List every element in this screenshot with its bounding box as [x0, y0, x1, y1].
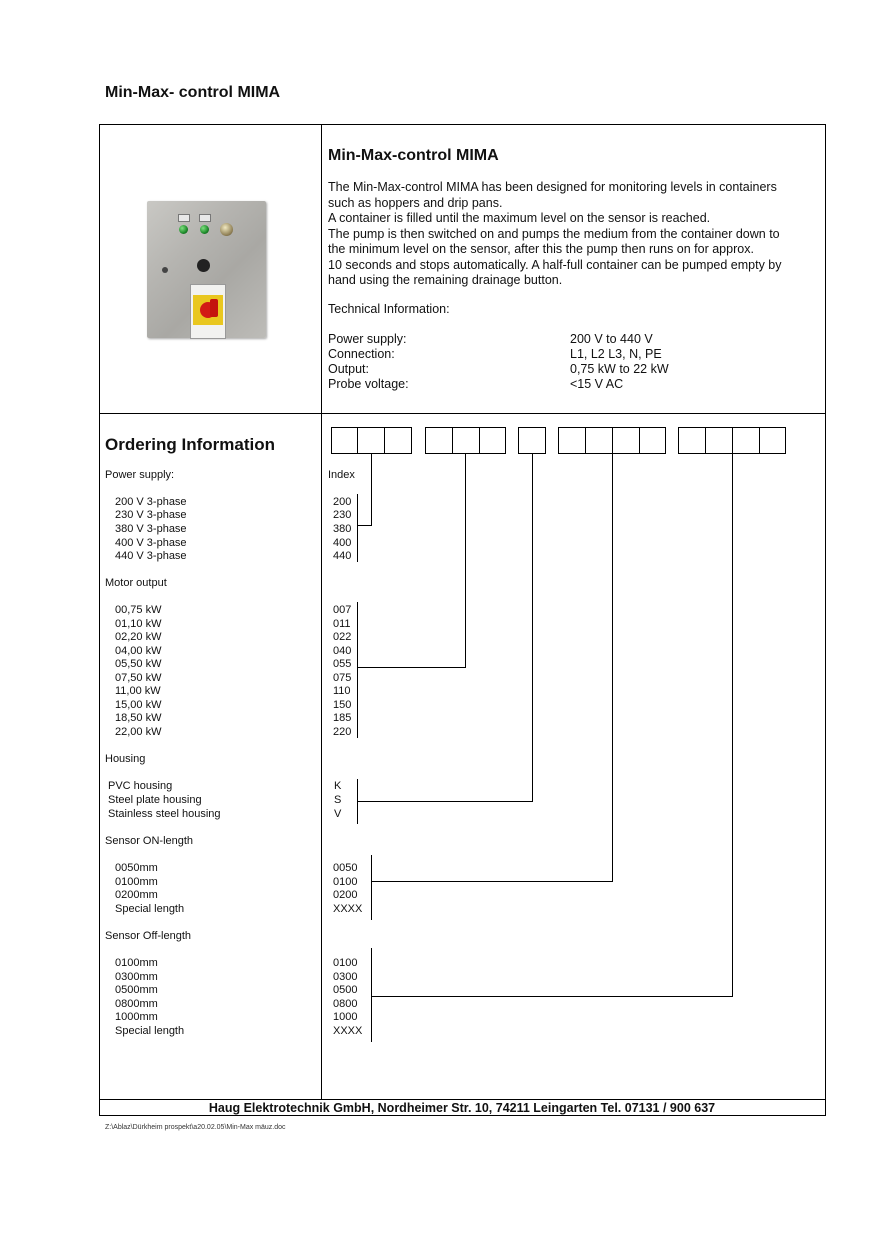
option-code: 110	[333, 685, 351, 697]
lamp-label	[199, 214, 211, 222]
option-label: 0100mm	[115, 876, 158, 888]
option-label: 380 V 3-phase	[115, 523, 187, 535]
sensor-off-heading: Sensor Off-length	[105, 930, 192, 942]
option-code: 0800	[333, 998, 358, 1010]
option-label: 0300mm	[115, 971, 158, 983]
option-label: Special length	[115, 1025, 185, 1037]
option-code: 150	[333, 699, 352, 711]
code-box	[612, 427, 640, 454]
power-heading: Power supply:	[105, 469, 175, 481]
sensor-on-heading: Sensor ON-length	[105, 835, 194, 847]
indicator-lamp-icon	[179, 225, 188, 234]
option-code: K	[334, 780, 342, 792]
option-code: 440	[333, 550, 352, 562]
housing-heading: Housing	[105, 753, 146, 765]
option-label: 0800mm	[115, 998, 158, 1010]
option-label: 1000mm	[115, 1011, 158, 1023]
option-label: 18,50 kW	[115, 712, 162, 724]
ordering-title: Ordering Information	[105, 435, 275, 454]
spec-label: Power supply:	[328, 332, 407, 346]
code-box	[732, 427, 760, 454]
code-box	[331, 427, 358, 454]
code-box	[678, 427, 706, 454]
option-code: 0300	[333, 971, 358, 983]
spec-label: Probe voltage:	[328, 377, 409, 391]
option-label: 0100mm	[115, 957, 158, 969]
index-label: Index	[328, 469, 355, 481]
connector-line	[371, 454, 372, 526]
option-label: 0200mm	[115, 889, 158, 901]
option-code: 185	[333, 712, 352, 724]
spec-label: Connection:	[328, 347, 395, 361]
bracket-line	[357, 494, 358, 562]
option-code: 0100	[333, 876, 358, 888]
connector-line	[532, 454, 533, 802]
footer-divider	[99, 1099, 825, 1100]
option-code: 380	[333, 523, 352, 535]
option-code: 230	[333, 509, 352, 521]
option-label: 02,20 kW	[115, 631, 162, 643]
option-code: 075	[333, 672, 352, 684]
spec-value: <15 V AC	[570, 377, 624, 391]
company-footer: Haug Elektrotechnik GmbH, Nordheimer Str. 10, 74211 Leingarten Tel. 07131 / 900 637	[208, 1101, 716, 1115]
option-label: 0050mm	[115, 862, 158, 874]
bracket-line	[371, 948, 372, 1042]
option-code: 011	[333, 618, 351, 630]
bracket-line	[357, 779, 358, 824]
code-box	[479, 427, 506, 454]
option-code: 0100	[333, 957, 358, 969]
option-code: 0050	[333, 862, 358, 874]
option-label: 230 V 3-phase	[115, 509, 187, 521]
option-label: 400 V 3-phase	[115, 537, 187, 549]
column-divider	[321, 124, 322, 1100]
option-label: 0500mm	[115, 984, 158, 996]
option-code: S	[334, 794, 342, 806]
code-box	[357, 427, 385, 454]
code-box	[452, 427, 480, 454]
screw-icon	[162, 267, 168, 273]
spec-label: Output:	[328, 362, 369, 376]
lamp-label	[178, 214, 190, 222]
code-box	[518, 427, 546, 454]
option-code: 055	[333, 658, 352, 670]
option-label: 07,50 kW	[115, 672, 162, 684]
code-box	[759, 427, 786, 454]
connector-line	[357, 801, 533, 802]
option-code: V	[334, 808, 342, 820]
option-label: 200 V 3-phase	[115, 496, 187, 508]
code-box	[425, 427, 453, 454]
code-box	[585, 427, 613, 454]
main-switch-icon	[190, 284, 226, 339]
bracket-line	[357, 602, 358, 738]
connector-line	[358, 525, 372, 526]
option-label: 05,50 kW	[115, 658, 162, 670]
option-code: 040	[333, 645, 352, 657]
bracket-line	[371, 855, 372, 920]
spec-value: L1, L2 L3, N, PE	[570, 347, 662, 361]
connector-line	[357, 667, 466, 668]
product-photo	[147, 201, 266, 338]
option-label: 04,00 kW	[115, 645, 162, 657]
option-label: Stainless steel housing	[108, 808, 221, 820]
option-label: 440 V 3-phase	[115, 550, 187, 562]
option-label: 11,00 kW	[115, 685, 161, 697]
product-description: The Min-Max-control MIMA has been designed for monitoring levels in containers such as hoppers and drip pans. A container is filled until the maximum level on the sensor is reached. The pump is then switched on and pumps the medium from the container down to the minimum level on the sensor, after this the pump then runs on for approx. 10 seconds and stops automatically. A half-full container can be pumped empty by hand using the remaining drainage button.	[328, 180, 782, 287]
indicator-lamp-icon	[200, 225, 209, 234]
spec-value: 200 V to 440 V	[570, 332, 653, 346]
connector-line	[371, 881, 613, 882]
option-label: 01,10 kW	[115, 618, 162, 630]
option-code: XXXX	[333, 903, 363, 915]
file-path: Z:\Ablaz\Dürkheim prospekt\a20.02.05\Min-Max mäuz.doc	[105, 1124, 286, 1131]
option-label: Special length	[115, 903, 185, 915]
connector-line	[612, 454, 613, 882]
option-code: 200	[333, 496, 352, 508]
code-box	[705, 427, 733, 454]
option-label: 22,00 kW	[115, 726, 162, 738]
connector-line	[371, 996, 733, 997]
section-divider	[99, 413, 825, 414]
code-box	[558, 427, 586, 454]
option-code: 220	[333, 726, 352, 738]
code-box	[384, 427, 412, 454]
page-title: Min-Max- control MIMA	[105, 84, 281, 101]
connector-line	[732, 454, 733, 997]
option-code: 0500	[333, 984, 358, 996]
product-title: Min-Max-control MIMA	[328, 147, 499, 164]
option-code: XXXX	[333, 1025, 363, 1037]
code-box	[639, 427, 666, 454]
option-label: 00,75 kW	[115, 604, 162, 616]
spec-value: 0,75 kW to 22 kW	[570, 362, 669, 376]
option-code: 1000	[333, 1011, 358, 1023]
connector-line	[465, 454, 466, 668]
motor-heading: Motor output	[105, 577, 167, 589]
option-label: PVC housing	[108, 780, 173, 792]
selector-switch-icon	[197, 259, 210, 272]
option-code: 007	[333, 604, 352, 616]
option-code: 0200	[333, 889, 358, 901]
option-code: 400	[333, 537, 352, 549]
technical-heading: Technical Information:	[328, 302, 450, 316]
option-label: Steel plate housing	[108, 794, 202, 806]
push-button-icon	[220, 223, 233, 236]
option-label: 15,00 kW	[115, 699, 162, 711]
option-code: 022	[333, 631, 352, 643]
